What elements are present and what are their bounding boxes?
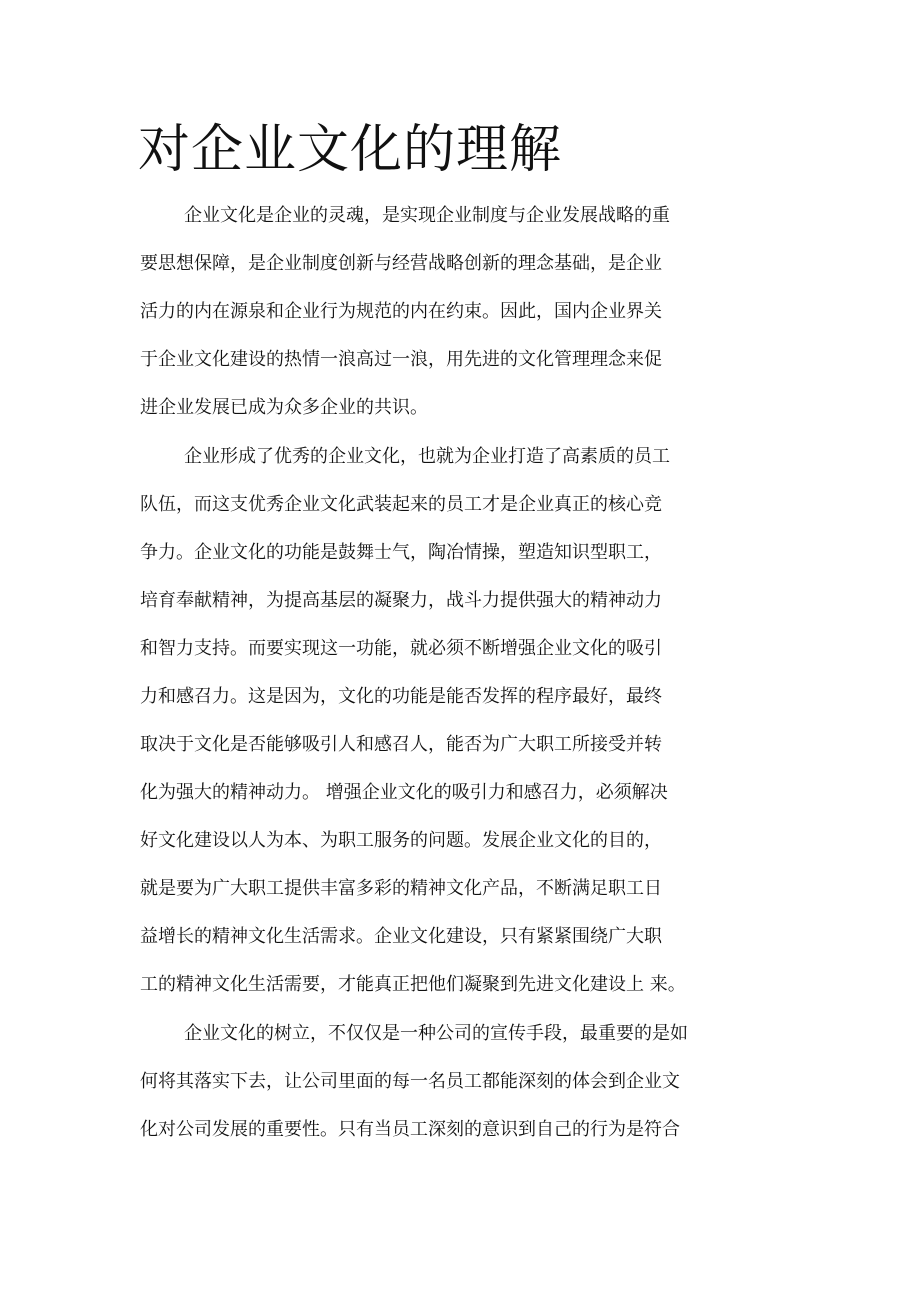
paragraph-2-line: 队伍，而这支优秀企业文化武装起来的员工才是企业真正的核心竞: [140, 494, 662, 515]
paragraph-2-line: 取决于文化是否能够吸引人和感召人，能否为广大职工所接受并转: [140, 734, 662, 755]
paragraph-2-line: 力和感召力。这是因为，文化的功能是能否发挥的程序最好，最终: [140, 686, 662, 707]
paragraph-2-line: 工的精神文化生活需要，才能真正把他们凝聚到先进文化建设上 来。: [140, 974, 686, 995]
paragraph-2-line: 化为强大的精神动力。 增强企业文化的吸引力和感召力，必须解决: [140, 782, 668, 803]
paragraph-2-line: 益增长的精神文化生活需求。企业文化建设，只有紧紧围绕广大职: [140, 926, 662, 947]
paragraph-2-line: 培育奉献精神，为提高基层的凝聚力，战斗力提供强大的精神动力: [140, 590, 662, 611]
paragraph-1-line: 于企业文化建设的热情一浪高过一浪，用先进的文化管理理念来促: [140, 349, 662, 370]
document-title: 对企业文化的理解: [138, 120, 563, 180]
paragraph-1-line: 要思想保障，是企业制度创新与经营战略创新的理念基础，是企业: [140, 253, 662, 274]
paragraph-1-line: 活力的内在源泉和企业行为规范的内在约束。因此，国内企业界关: [140, 301, 662, 322]
paragraph-3-line: 何将其落实下去，让公司里面的每一名员工都能深刻的体会到企业文: [140, 1071, 680, 1092]
paragraph-2-line: 争力。企业文化的功能是鼓舞士气，陶冶情操，塑造知识型职工，: [140, 542, 662, 563]
paragraph-2-line: 就是要为广大职工提供丰富多彩的精神文化产品，不断满足职工日: [140, 878, 662, 899]
paragraph-2-line: 和智力支持。而要实现这一功能，就必须不断增强企业文化的吸引: [140, 638, 662, 659]
paragraph-3-line: 化对公司发展的重要性。只有当员工深刻的意识到自己的行为是符合: [140, 1119, 680, 1140]
paragraph-1-line: 进企业发展已成为众多企业的共识。: [140, 397, 428, 418]
paragraph-3-line: 企业文化的树立，不仅仅是一种公司的宣传手段，最重要的是如: [184, 1023, 688, 1044]
paragraph-1-line: 企业文化是企业的灵魂，是实现企业制度与企业发展战略的重: [184, 205, 670, 226]
paragraph-2-line: 企业形成了优秀的企业文化，也就为企业打造了高素质的员工: [184, 446, 670, 467]
paragraph-2-line: 好文化建设以人为本、为职工服务的问题。发展企业文化的目的，: [140, 830, 662, 851]
